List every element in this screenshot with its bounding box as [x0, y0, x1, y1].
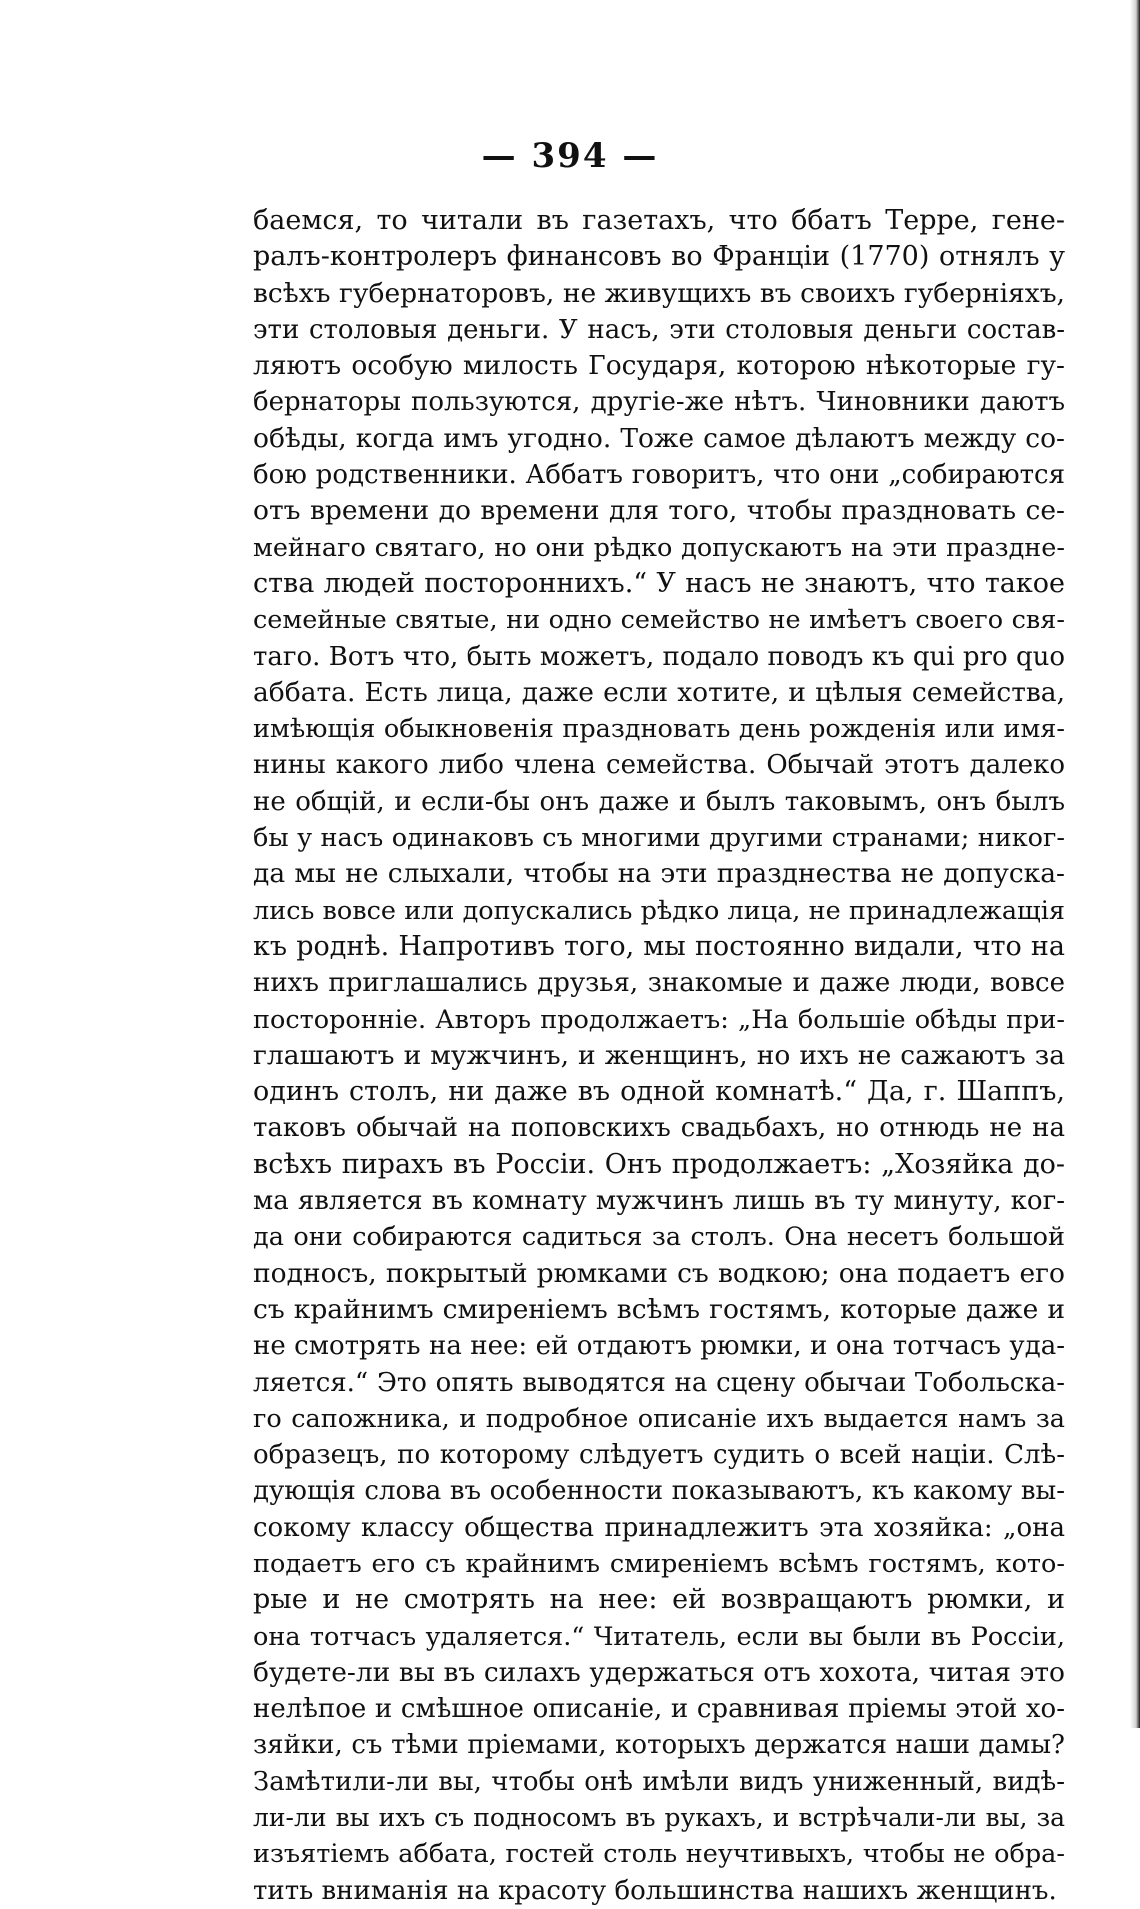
- text-line: мейнаго святаго, но они рѣдко допускаютъ на эти праздне-: [253, 532, 1065, 563]
- text-line: аббата. Есть лица, даже если хотите, и цѣлыя семейства,: [253, 676, 1065, 708]
- text-line: подаетъ его съ крайнимъ смиреніемъ всѣмъ гостямъ, кото-: [253, 1548, 1065, 1579]
- text-line: образецъ, по которому слѣдуетъ судить о всей націи. Слѣ-: [253, 1440, 1065, 1471]
- text-line: ляютъ особую милость Государя, которою нѣкоторые гу-: [253, 350, 1065, 382]
- text-line: глашаютъ и мужчинъ, и женщинъ, но ихъ не сажаютъ за: [253, 1039, 1065, 1071]
- text-line: бернаторы пользуются, другіе-же нѣтъ. Чиновники даютъ: [253, 387, 1065, 418]
- text-line: ли-ли вы ихъ съ подносомъ въ рукахъ, и встрѣчали-ли вы, за: [253, 1803, 1065, 1833]
- text-line: имѣющія обыкновенія праздновать день рожденія или имя-: [253, 714, 1065, 745]
- text-line: не общій, и если-бы онъ даже и былъ таковымъ, онъ былъ: [253, 786, 1065, 817]
- text-line: будете-ли вы въ силахъ удержаться отъ хохота, читая это: [253, 1656, 1065, 1688]
- text-line: бы у насъ одинаковъ съ многими другими странами; никог-: [253, 823, 1065, 854]
- text-line: ралъ-контролеръ финансовъ во Франціи (1770) отнялъ у: [253, 241, 1065, 273]
- text-line: да мы не слыхали, чтобы на эти празднества не допуска-: [253, 858, 1065, 890]
- text-line: подносъ, покрытый рюмками съ водкою; она подаетъ его: [253, 1257, 1065, 1289]
- text-line: рые и не смотрять на нее: ей возвращаютъ рюмки, и: [253, 1584, 1065, 1616]
- text-line: сокому классу общества принадлежитъ эта хозяйка: „она: [253, 1512, 1065, 1543]
- text-line: Замѣтили-ли вы, чтобы онѣ имѣли видъ униженный, видѣ-: [253, 1766, 1065, 1797]
- text-line: одинъ столъ, ни даже въ одной комнатѣ.“ Да, г. Шаппъ,: [253, 1076, 1065, 1108]
- text-line: таковъ обычай на поповскихъ свадьбахъ, но отнюдь не на: [253, 1113, 1065, 1144]
- text-line: съ крайнимъ смиреніемъ всѣмъ гостямъ, которые даже и: [253, 1293, 1065, 1325]
- text-line: отъ времени до времени для того, чтобы праздновать се-: [253, 495, 1065, 527]
- text-line: эти столовыя деньги. У насъ, эти столовыя деньги состав-: [253, 314, 1065, 345]
- page-number: — 394 —: [481, 136, 659, 176]
- text-line: тить вниманія на красоту большинства нашихъ женщинъ.: [253, 1875, 1057, 1906]
- text-line: изъятіемъ аббата, гостей столь неучтивыхъ, чтобы не обра-: [253, 1839, 1065, 1870]
- text-line: обѣды, когда имъ угодно. Тоже самое дѣлаютъ между со-: [253, 422, 1065, 454]
- body-text: [253, 203, 1065, 1909]
- text-line: зяйки, съ тѣми пріемами, которыхъ держатся наши дамы?: [253, 1730, 1065, 1761]
- text-line: ляется.“ Это опять выводятся на сцену обычаи Тобольска-: [253, 1367, 1065, 1398]
- text-line: лись вовсе или допускались рѣдко лица, не принадлежащія: [253, 895, 1065, 926]
- text-line: нихъ приглашались друзья, знакомые и даже люди, вовсе: [253, 968, 1065, 999]
- text-line: она тотчасъ удаляется.“ Читатель, если вы были въ Россіи,: [253, 1621, 1065, 1652]
- text-line: го сапожника, и подробное описаніе ихъ выдается намъ за: [253, 1403, 1065, 1434]
- text-line: бою родственники. Аббатъ говоритъ, что они „собираются: [253, 460, 1065, 491]
- text-line: нелѣпое и смѣшное описаніе, и сравнивая пріемы этой хо-: [253, 1694, 1065, 1725]
- text-line: къ роднѣ. Напротивъ того, мы постоянно видали, что на: [253, 930, 1065, 962]
- text-line: всѣхъ губернаторовъ, не живущихъ въ своихъ губерніяхъ,: [253, 277, 1065, 309]
- text-line: баемся, то читали въ газетахъ, что ббатъ Терре, гене-: [253, 205, 1065, 236]
- text-line: не смотрять на нее: ей отдаютъ рюмки, и она тотчасъ уда-: [253, 1331, 1065, 1362]
- text-line: таго. Вотъ что, быть можетъ, подало поводъ къ qui pro quo: [253, 641, 1065, 672]
- text-line: нины какого либо члена семейства. Обычай этотъ далеко: [253, 750, 1065, 781]
- text-line: ства людей постороннихъ.“ У насъ не знаютъ, что такое: [253, 567, 1065, 599]
- text-line: да они собираются садиться за столъ. Она несетъ большой: [253, 1222, 1065, 1253]
- text-line: ма является въ комнату мужчинъ лишь въ ту минуту, ког-: [253, 1186, 1065, 1217]
- text-line: посторонніе. Авторъ продолжаетъ: „На большіе обѣды при-: [253, 1004, 1065, 1035]
- binding-edge: [1130, 0, 1140, 1728]
- text-line: семейные святые, ни одно семейство не имѣетъ своего свя-: [253, 605, 1065, 636]
- text-line: дующія слова въ особенности показываютъ, къ какому вы-: [253, 1476, 1065, 1507]
- text-line: всѣхъ пирахъ въ Россіи. Онъ продолжаетъ: „Хозяйка до-: [253, 1148, 1065, 1180]
